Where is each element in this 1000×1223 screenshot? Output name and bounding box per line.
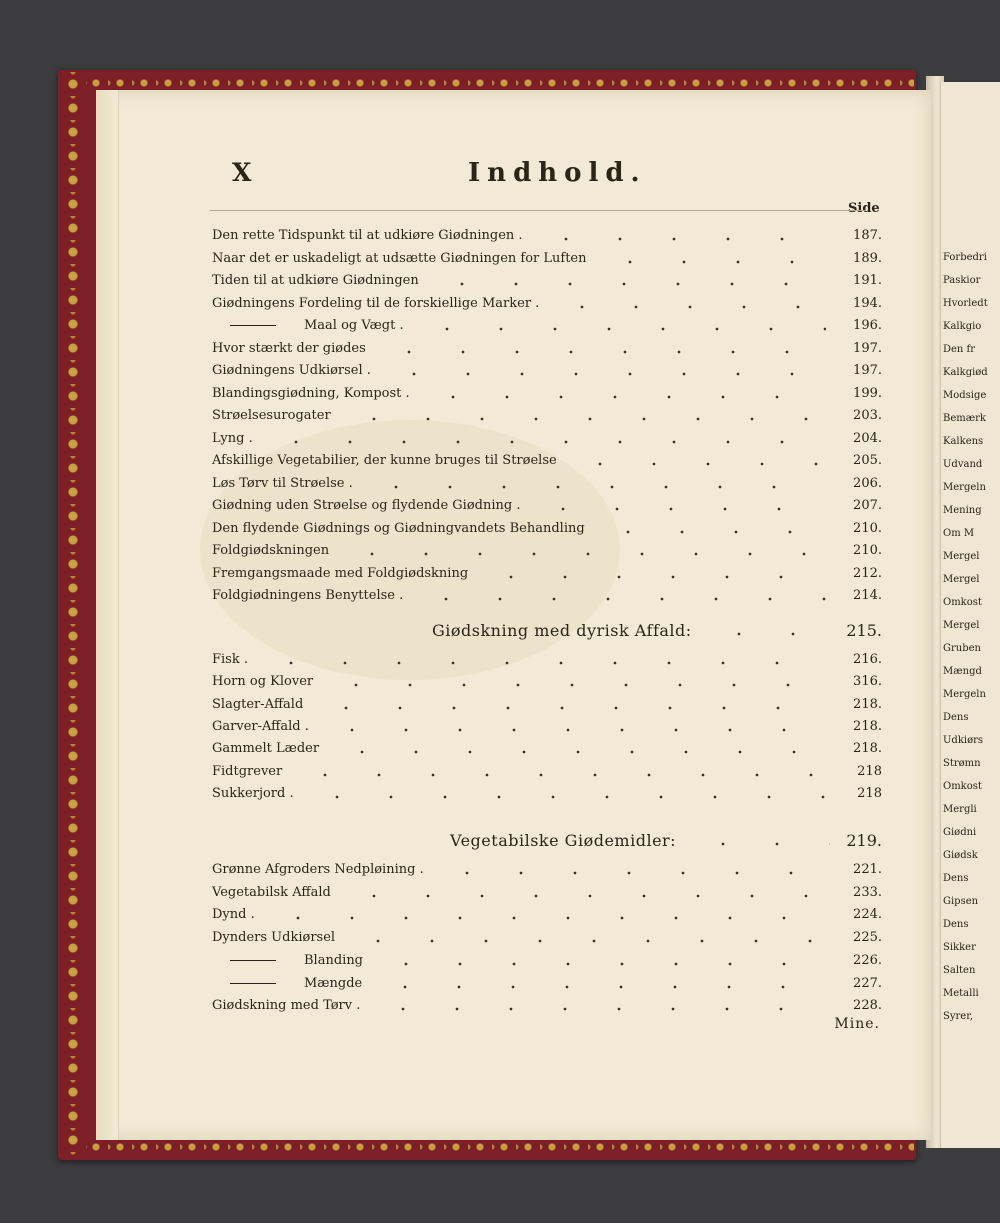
- toc-entry: [212, 786, 294, 801]
- right-page-fragment: Om M: [943, 528, 975, 539]
- toc-page-number: 212.: [853, 565, 882, 581]
- toc-entry-title: Grønne Afgroders Nedpløining .: [212, 862, 424, 877]
- toc-entry: [212, 543, 329, 558]
- toc-page-number: 228.: [853, 998, 882, 1014]
- right-page-fragment: Strømn: [943, 758, 981, 769]
- leader-dots: [264, 661, 826, 665]
- toc-entry: [212, 719, 309, 734]
- toc-entry-title: Horn og Klover: [212, 674, 314, 690]
- right-page-fragment: Dens: [943, 919, 969, 930]
- leader-dots: [603, 260, 827, 264]
- right-page-fragment: Dens: [943, 712, 969, 723]
- toc-entry: [212, 907, 255, 922]
- toc-entry: [212, 498, 520, 513]
- header-rule: [210, 210, 866, 211]
- toc-page-number: 207.: [853, 498, 882, 513]
- toc-entry-title: Tiden til at udkiøre Giødningen: [212, 273, 419, 288]
- right-page-fragment: Giødni: [943, 827, 977, 838]
- right-page-fragment: Syrer,: [943, 1011, 974, 1022]
- right-page-fragment: Salten: [943, 965, 976, 976]
- leader-dots: [319, 706, 826, 710]
- leader-dots: [420, 327, 826, 331]
- toc-page-number: 197.: [853, 363, 882, 378]
- ditto-dash: [230, 983, 276, 984]
- leader-dots: [426, 395, 826, 399]
- toc-entry-title: Dynders Udkiørsel: [212, 930, 336, 946]
- right-page-fragment: Modsige: [943, 390, 987, 401]
- catchword: Mine.: [834, 1016, 880, 1032]
- right-page-fragment: Dens: [943, 873, 969, 884]
- toc-entry: [212, 998, 360, 1013]
- toc-entry: [212, 588, 403, 603]
- leader-dots: [379, 962, 826, 966]
- leader-dots: [387, 372, 826, 376]
- toc-entry: [212, 318, 404, 333]
- toc-page-number: 205.: [853, 453, 882, 468]
- toc-entry-title: Den flydende Giødnings og Giødningvandets Behandling: [212, 520, 585, 536]
- right-page-fragment: Omkost: [943, 781, 982, 792]
- right-page-fragment: Kalkgio: [943, 321, 982, 332]
- toc-entry: [212, 408, 331, 423]
- toc-entry-title: Giødningens Udkiørsel .: [212, 363, 371, 378]
- toc-entry: [212, 953, 363, 968]
- leader-dots: [536, 507, 826, 511]
- toc-page-number: 218.: [853, 696, 882, 712]
- toc-entry: [212, 885, 331, 900]
- toc-page-number: 191.: [853, 273, 882, 288]
- toc-entry-title: Vegetabilsk Affald: [212, 884, 331, 900]
- leader-dots: [378, 985, 826, 989]
- right-page-fragment: Mængd: [943, 666, 982, 677]
- gilt-border-left: [60, 72, 86, 1158]
- right-page-fragment: Paskior: [943, 275, 981, 286]
- toc-page-number: 216.: [853, 652, 882, 667]
- leader-dots: [351, 939, 826, 943]
- toc-entry-title: Blandingsgiødning, Kompost .: [212, 385, 410, 401]
- right-page-fragment: Udvand: [943, 459, 983, 470]
- toc-entry-title: Blanding: [304, 952, 364, 968]
- toc-entry: [212, 521, 585, 536]
- right-page-fragment: Giødsk: [943, 850, 978, 861]
- right-page-fragment: Mergel: [943, 620, 980, 631]
- toc-page-number: 225.: [853, 930, 882, 946]
- toc-entry-title: Slagter-Affald: [212, 696, 304, 712]
- page-fore-edge: [96, 90, 119, 1140]
- toc-entry-title: Mængde: [304, 975, 363, 991]
- page-title: Indhold.: [468, 158, 647, 188]
- right-page-fragment: Mergeln: [943, 689, 986, 700]
- toc-section-page: 215.: [846, 621, 882, 640]
- right-page-fragment: Metalli: [943, 988, 979, 999]
- toc-entry-title: Giødning uden Strøelse og flydende Giødning .: [212, 498, 521, 513]
- toc-entry-title: Giødningens Fordeling til de forskiellige Marker .: [212, 295, 540, 311]
- leader-dots: [335, 750, 826, 754]
- leader-dots: [419, 597, 826, 601]
- leader-dots: [271, 916, 826, 920]
- toc-entry: [212, 741, 319, 756]
- toc-section-heading: Giødskning med dyrisk Affald:: [432, 621, 692, 640]
- toc-entry: [212, 296, 539, 311]
- toc-entry-title: Foldgiødningens Benyttelse .: [212, 588, 404, 603]
- toc-entry-title: Gammelt Læder: [212, 741, 320, 757]
- toc-page-number: 194.: [853, 295, 882, 311]
- toc-entry-title: Foldgiødskningen: [212, 543, 330, 558]
- toc-entry: [212, 652, 248, 667]
- toc-page-number: 204.: [853, 430, 882, 446]
- toc-entry-title: Lyng .: [212, 430, 253, 446]
- right-page-fragment: Udkiørs: [943, 735, 984, 746]
- toc-entry: [212, 674, 313, 689]
- leader-dots: [347, 417, 826, 421]
- toc-entry-title: Afskillige Vegetabilier, der kunne bruges til Strøelse: [212, 453, 557, 468]
- leader-dots: [484, 575, 826, 579]
- leader-dots: [435, 282, 826, 286]
- right-page-fragment: Gruben: [943, 643, 981, 654]
- toc-entry: [212, 697, 303, 712]
- toc-entry-title: Fisk .: [212, 652, 248, 667]
- right-page-fragment: Hvorledt: [943, 298, 988, 309]
- toc-page-number: 218.: [853, 741, 882, 757]
- toc-entry-title: Den rette Tidspunkt til at udkiøre Giødningen .: [212, 228, 523, 243]
- toc-page-number: 233.: [853, 884, 882, 900]
- ditto-dash: [230, 325, 276, 326]
- right-page-fragment: Den fr: [943, 344, 976, 355]
- right-page-fragment: Bemærk: [943, 413, 986, 424]
- toc-page-number: 227.: [853, 975, 882, 991]
- toc-section-heading: Vegetabilske Giødemidler:: [450, 831, 677, 850]
- leader-dots: [310, 795, 826, 799]
- leader-dots: [601, 530, 826, 534]
- toc-entry-title: Giødskning med Tørv .: [212, 998, 361, 1014]
- leader-dots: [382, 350, 826, 354]
- toc-entry: [212, 251, 587, 266]
- toc-page-number: 218: [857, 785, 882, 801]
- leader-dots: [712, 632, 830, 636]
- right-page-fragment: Kalkgiød: [943, 367, 988, 378]
- right-page-fragment: Sikker: [943, 942, 976, 953]
- right-page-edge: [940, 82, 1000, 1148]
- toc-page-number: 199.: [853, 385, 882, 401]
- leader-dots: [573, 462, 826, 466]
- toc-entry: [212, 386, 410, 401]
- toc-entry: [212, 453, 557, 468]
- leader-dots: [369, 485, 826, 489]
- toc-page-number: 218.: [853, 718, 882, 734]
- leader-dots: [325, 728, 826, 732]
- leader-dots: [555, 305, 826, 309]
- toc-entry: [212, 431, 253, 446]
- leader-dots: [345, 552, 826, 556]
- leader-dots: [269, 440, 826, 444]
- toc-entry-title: Strøelsesurogater: [212, 408, 331, 423]
- leader-dots: [329, 683, 826, 687]
- toc-page-number: 210.: [853, 543, 882, 558]
- toc-entry-title: Fremgangsmaade med Foldgiødskning: [212, 565, 469, 581]
- toc-entry: [212, 341, 366, 356]
- toc-page-number: 221.: [853, 862, 882, 877]
- leader-dots: [539, 237, 826, 241]
- right-page-fragment: Mergeln: [943, 482, 986, 493]
- right-page-fragment: Omkost: [943, 597, 982, 608]
- page-folio: X: [232, 158, 252, 187]
- toc-entry-title: Dynd .: [212, 907, 255, 923]
- toc-entry-title: Hvor stærkt der giødes: [212, 340, 366, 356]
- toc-page-number: 218: [857, 763, 882, 779]
- toc-page-number: 189.: [853, 250, 882, 266]
- leader-dots: [440, 871, 826, 875]
- toc-entry-title: Maal og Vægt .: [304, 318, 404, 333]
- right-page-fragment: Mergel: [943, 574, 980, 585]
- ditto-dash: [230, 960, 276, 961]
- toc-entry-title: Fidtgrever: [212, 763, 283, 779]
- toc-entry-title: Sukkerjord .: [212, 785, 294, 801]
- toc-page-number: 187.: [853, 228, 882, 243]
- toc-entry: [212, 228, 523, 243]
- toc-entry-title: Naar det er uskadeligt at udsætte Giødningen for Luften: [212, 250, 587, 266]
- toc-entry: [212, 862, 424, 877]
- leader-dots: [347, 894, 826, 898]
- toc-entry: [212, 764, 282, 779]
- column-label: Side: [848, 201, 880, 216]
- toc-page-number: 316.: [853, 674, 882, 690]
- toc-page-number: 226.: [853, 952, 882, 968]
- toc-entry-title: Garver-Affald .: [212, 718, 309, 734]
- right-page-fragment: Mening: [943, 505, 982, 516]
- toc-page-number: 214.: [853, 588, 882, 603]
- toc-page-number: 197.: [853, 340, 882, 356]
- toc-section-page: 219.: [846, 831, 882, 850]
- leader-dots: [298, 773, 826, 777]
- toc-entry-title: Løs Tørv til Strøelse .: [212, 475, 353, 491]
- right-page-fragment: Mergli: [943, 804, 977, 815]
- toc-entry: [212, 930, 335, 945]
- toc-page-number: 224.: [853, 907, 882, 923]
- right-page-fragment: Forbedri: [943, 252, 987, 263]
- right-page-fragment: Kalkens: [943, 436, 984, 447]
- leader-dots: [696, 842, 830, 846]
- toc-page-number: 203.: [853, 408, 882, 423]
- toc-page-number: 196.: [853, 318, 882, 333]
- right-page-fragment: Gipsen: [943, 896, 979, 907]
- leader-dots: [376, 1007, 826, 1011]
- toc-entry: [212, 566, 468, 581]
- toc-entry: [212, 363, 371, 378]
- toc-page-number: 210.: [853, 520, 882, 536]
- right-page-fragment: Mergel: [943, 551, 980, 562]
- toc-entry: [212, 476, 353, 491]
- toc-page-number: 206.: [853, 475, 882, 491]
- toc-entry: [212, 976, 362, 991]
- toc-entry: [212, 273, 419, 288]
